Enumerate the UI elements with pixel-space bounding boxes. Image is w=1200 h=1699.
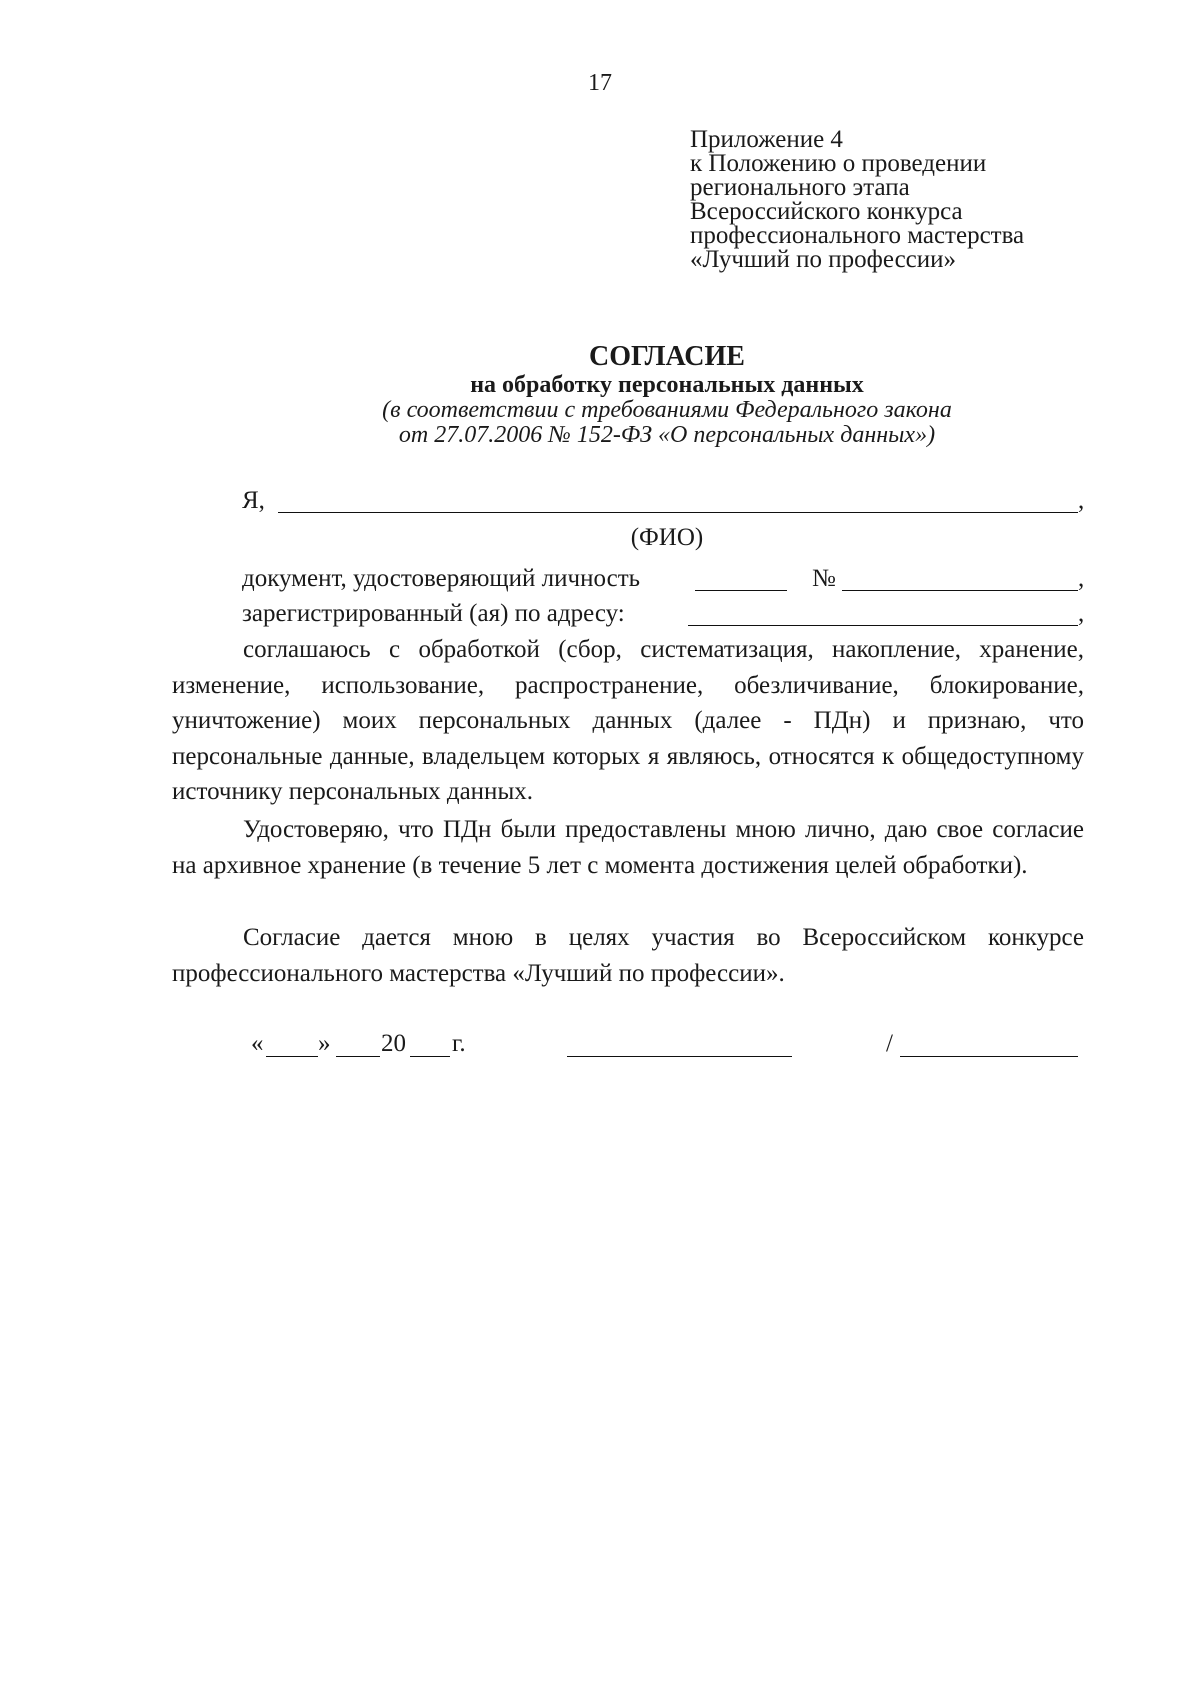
date-open-quote: « xyxy=(251,1030,264,1057)
year-input-line[interactable] xyxy=(410,1056,450,1057)
address-label: зарегистрированный (ая) по адресу: xyxy=(242,600,625,627)
signature-row xyxy=(0,1030,1200,1066)
appendix-line: профессионального мастерства xyxy=(690,222,1025,249)
id-document-type-input-line[interactable] xyxy=(695,590,787,591)
year-prefix: 20 xyxy=(381,1030,406,1057)
address-line xyxy=(170,600,1085,634)
fio-caption: (ФИО) xyxy=(630,524,704,551)
appendix-line: «Лучший по профессии» xyxy=(690,246,957,273)
appendix-note xyxy=(690,128,1110,272)
fio-line xyxy=(170,487,1085,521)
id-document-label: документ, удостоверяющий личность xyxy=(242,565,641,592)
page-number: 17 xyxy=(588,70,612,96)
comma: , xyxy=(1078,487,1085,514)
number-sign: № xyxy=(812,565,836,592)
signature-input-line[interactable] xyxy=(567,1056,792,1057)
signature-slash: / xyxy=(886,1030,893,1057)
id-document-number-input-line[interactable] xyxy=(842,590,1078,591)
consent-paragraph: соглашаюсь с обработкой (сбор, систематизация, накопление, хранение, изменение, использование, распространение, обезличивание, блокирование, уничтожение) моих персональных данных (далее - ПДн) и признаю, что персональные данные, владельцем которых я являюсь, относятся к общедоступному источнику персональных данных. xyxy=(172,636,1084,805)
date-close-quote: » xyxy=(318,1030,331,1057)
year-suffix: г. xyxy=(452,1030,466,1057)
comma: , xyxy=(1078,600,1085,627)
legal-reference-line: от 27.07.2006 № 152-ФЗ «О персональных данных») xyxy=(398,422,936,448)
purpose-paragraph: Согласие дается мною в целях участия во Всероссийском конкурсе профессионального мастерства «Лучший по профессии». xyxy=(172,924,1084,987)
fio-input-line[interactable] xyxy=(278,512,1078,513)
day-input-line[interactable] xyxy=(266,1056,318,1057)
appendix-line: Приложение 4 xyxy=(690,126,843,153)
appendix-line: Всероссийского конкурса xyxy=(690,198,963,225)
certification-paragraph: Удостоверяю, что ПДн были предоставлены мною лично, даю свое согласие на архивное хранение (в течение 5 лет с момента достижения целей обработки). xyxy=(172,816,1084,879)
comma: , xyxy=(1078,565,1085,592)
document-subtitle: на обработку персональных данных xyxy=(470,372,864,398)
month-input-line[interactable] xyxy=(336,1056,380,1057)
legal-reference-line: (в соответствии с требованиями Федерального закона xyxy=(382,397,952,423)
appendix-line: регионального этапа xyxy=(690,174,910,201)
document-title: СОГЛАСИЕ xyxy=(589,341,745,372)
name-decoding-input-line[interactable] xyxy=(900,1056,1078,1057)
id-document-line xyxy=(170,565,1085,599)
address-input-line[interactable] xyxy=(688,625,1078,626)
appendix-line: к Положению о проведении xyxy=(690,150,987,177)
ya-label: Я, xyxy=(242,487,265,514)
document-title-block xyxy=(0,342,1200,448)
